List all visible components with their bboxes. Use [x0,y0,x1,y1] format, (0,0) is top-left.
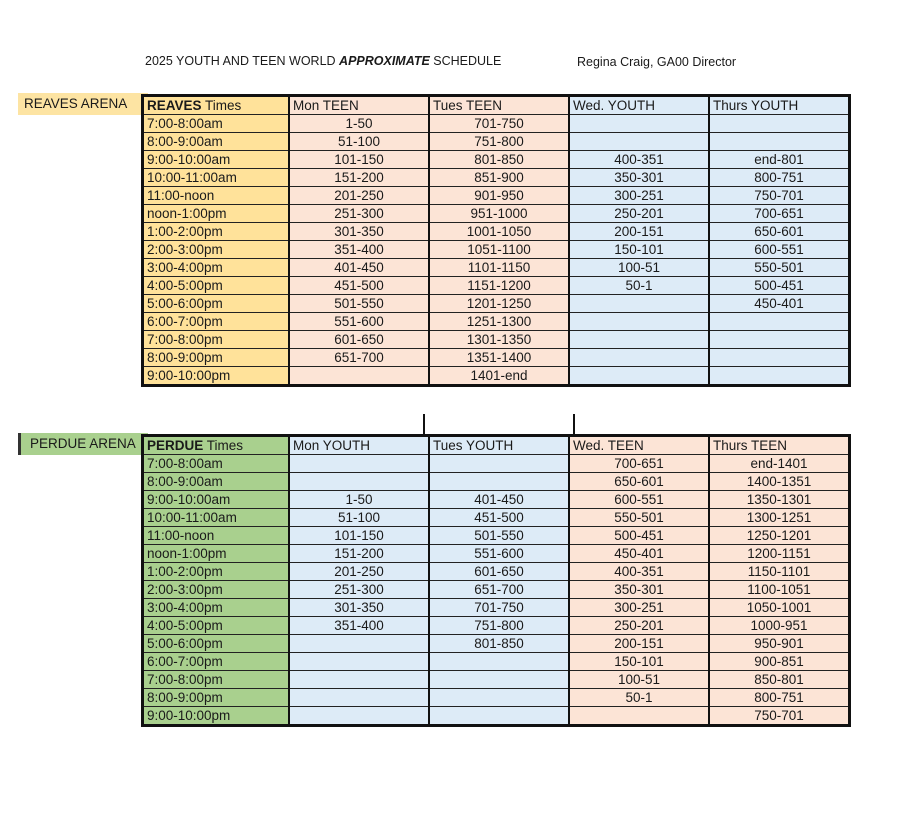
table-row [143,331,850,349]
column-header: Tues YOUTH [429,436,569,455]
table-row [143,259,850,277]
entry-range-cell: 401-450 [289,259,429,277]
entry-range-cell: 551-600 [429,545,569,563]
entry-range-cell: 1250-1201 [709,527,850,545]
entry-range-cell: 650-601 [569,473,709,491]
table-row [143,367,850,386]
time-slot: 8:00-9:00pm [143,689,290,707]
entry-range-cell: 51-100 [289,509,429,527]
time-slot: 11:00-noon [143,187,290,205]
time-slot: 3:00-4:00pm [143,599,290,617]
entry-range-cell: 1300-1251 [709,509,850,527]
table-row [143,133,850,151]
entry-range-cell [289,689,429,707]
entry-range-cell: 651-700 [289,349,429,367]
table-row [143,491,850,509]
entry-range-cell: 1401-end [429,367,569,386]
table-row [143,473,850,491]
table-row [143,455,850,473]
entry-range-cell: 950-901 [709,635,850,653]
column-header: Mon YOUTH [289,436,429,455]
perdue-schedule-table [141,434,851,727]
entry-range-cell: 1-50 [289,115,429,133]
entry-range-cell: 100-51 [569,259,709,277]
table-row [143,617,850,635]
entry-range-cell: 451-500 [289,277,429,295]
time-slot: 7:00-8:00pm [143,331,290,349]
entry-range-cell [429,689,569,707]
times-header-arena: PERDUE [147,438,204,453]
entry-range-cell [429,653,569,671]
time-slot: 9:00-10:00pm [143,367,290,386]
entry-range-cell: 1000-951 [709,617,850,635]
entry-range-cell: 100-51 [569,671,709,689]
time-slot: 2:00-3:00pm [143,241,290,259]
entry-range-cell: 851-900 [429,169,569,187]
entry-range-cell [429,455,569,473]
column-header: Mon TEEN [289,96,429,115]
entry-range-cell: 151-200 [289,169,429,187]
entry-range-cell [569,133,709,151]
entry-range-cell: 900-851 [709,653,850,671]
time-slot: 2:00-3:00pm [143,581,290,599]
entry-range-cell: 1050-1001 [709,599,850,617]
times-header [143,96,290,115]
time-slot: 7:00-8:00am [143,115,290,133]
entry-range-cell: 750-701 [709,707,850,726]
table-row [143,671,850,689]
entry-range-cell: 250-201 [569,617,709,635]
entry-range-cell: 50-1 [569,689,709,707]
entry-range-cell: 101-150 [289,151,429,169]
column-header: Wed. YOUTH [569,96,709,115]
entry-range-cell: 551-600 [289,313,429,331]
entry-range-cell: 300-251 [569,187,709,205]
entry-range-cell: 1351-1400 [429,349,569,367]
time-slot: 10:00-11:00am [143,509,290,527]
entry-range-cell: 1150-1101 [709,563,850,581]
entry-range-cell [289,707,429,726]
entry-range-cell: 701-750 [429,115,569,133]
time-slot: 1:00-2:00pm [143,563,290,581]
entry-range-cell [569,295,709,313]
table-row [143,115,850,133]
time-slot: 8:00-9:00pm [143,349,290,367]
entry-range-cell: 1101-1150 [429,259,569,277]
entry-range-cell [569,313,709,331]
entry-range-cell: 550-501 [709,259,850,277]
entry-range-cell: 701-750 [429,599,569,617]
entry-range-cell: 500-451 [569,527,709,545]
entry-range-cell: 700-651 [709,205,850,223]
entry-range-cell: 150-101 [569,241,709,259]
entry-range-cell [289,455,429,473]
entry-range-cell: 351-400 [289,617,429,635]
entry-range-cell: 400-351 [569,563,709,581]
entry-range-cell: 50-1 [569,277,709,295]
entry-range-cell: 750-701 [709,187,850,205]
entry-range-cell: 601-650 [289,331,429,349]
reaves-schedule-table [141,94,851,387]
times-header-arena: REAVES [147,98,202,113]
table-row [143,509,850,527]
entry-range-cell: 200-151 [569,635,709,653]
title-prefix: 2025 YOUTH AND TEEN WORLD [145,54,340,68]
entry-range-cell [709,367,850,386]
entry-range-cell [289,671,429,689]
entry-range-cell: 1251-1300 [429,313,569,331]
time-slot: 3:00-4:00pm [143,259,290,277]
times-header-label: Times [203,438,244,453]
time-slot: 10:00-11:00am [143,169,290,187]
entry-range-cell: 451-500 [429,509,569,527]
entry-range-cell: 600-551 [709,241,850,259]
divider-line [573,414,575,436]
entry-range-cell [569,707,709,726]
entry-range-cell: 850-801 [709,671,850,689]
time-slot: 8:00-9:00am [143,473,290,491]
header-row [143,96,850,115]
table-row [143,277,850,295]
time-slot: 9:00-10:00am [143,491,290,509]
time-slot: 7:00-8:00am [143,455,290,473]
table-row [143,349,850,367]
entry-range-cell [569,367,709,386]
entry-range-cell [429,671,569,689]
time-slot: noon-1:00pm [143,205,290,223]
table-row [143,223,850,241]
times-header [143,436,290,455]
entry-range-cell [289,473,429,491]
time-slot: 6:00-7:00pm [143,313,290,331]
table-row [143,653,850,671]
entry-range-cell: 801-850 [429,635,569,653]
entry-range-cell: 251-300 [289,205,429,223]
table-row [143,689,850,707]
entry-range-cell: 1201-1250 [429,295,569,313]
time-slot: 1:00-2:00pm [143,223,290,241]
entry-range-cell [289,635,429,653]
time-slot: 5:00-6:00pm [143,295,290,313]
table-row [143,527,850,545]
entry-range-cell: 450-401 [569,545,709,563]
table-row [143,187,850,205]
entry-range-cell [709,115,850,133]
entry-range-cell: 101-150 [289,527,429,545]
column-header: Wed. TEEN [569,436,709,455]
entry-range-cell: 1151-1200 [429,277,569,295]
entry-range-cell: 751-800 [429,133,569,151]
entry-range-cell: 1350-1301 [709,491,850,509]
time-slot: 4:00-5:00pm [143,277,290,295]
times-header-label: Times [201,98,242,113]
entry-range-cell: 150-101 [569,653,709,671]
entry-range-cell: 601-650 [429,563,569,581]
entry-range-cell: 350-301 [569,581,709,599]
entry-range-cell: 400-351 [569,151,709,169]
entry-range-cell: end-801 [709,151,850,169]
entry-range-cell: 1051-1100 [429,241,569,259]
entry-range-cell [569,331,709,349]
entry-range-cell [569,349,709,367]
entry-range-cell: 650-601 [709,223,850,241]
entry-range-cell: 1400-1351 [709,473,850,491]
time-slot: 6:00-7:00pm [143,653,290,671]
entry-range-cell: 301-350 [289,223,429,241]
entry-range-cell: 1200-1151 [709,545,850,563]
entry-range-cell [289,367,429,386]
entry-range-cell [289,653,429,671]
entry-range-cell: 800-751 [709,689,850,707]
table-row [143,241,850,259]
entry-range-cell [569,115,709,133]
entry-range-cell: 550-501 [569,509,709,527]
table-row [143,563,850,581]
table-row [143,205,850,223]
table-row [143,599,850,617]
document-title [145,54,501,68]
entry-range-cell [429,473,569,491]
column-header: Tues TEEN [429,96,569,115]
time-slot: 4:00-5:00pm [143,617,290,635]
table-row [143,635,850,653]
time-slot: 5:00-6:00pm [143,635,290,653]
table-row [143,169,850,187]
director-credit: Regina Craig, GA00 Director [577,55,737,69]
reaves-arena-label: REAVES ARENA [18,93,148,115]
entry-range-cell [709,133,850,151]
entry-range-cell: 501-550 [289,295,429,313]
entry-range-cell: 801-850 [429,151,569,169]
title-suffix: SCHEDULE [429,54,502,68]
title-emphasis: APPROXIMATE [339,54,430,68]
column-header: Thurs TEEN [709,436,850,455]
entry-range-cell: 1301-1350 [429,331,569,349]
entry-range-cell: 800-751 [709,169,850,187]
table-row [143,151,850,169]
time-slot: 11:00-noon [143,527,290,545]
column-header: Thurs YOUTH [709,96,850,115]
entry-range-cell: 350-301 [569,169,709,187]
entry-range-cell: 951-1000 [429,205,569,223]
entry-range-cell: 501-550 [429,527,569,545]
time-slot: noon-1:00pm [143,545,290,563]
time-slot: 7:00-8:00pm [143,671,290,689]
time-slot: 8:00-9:00am [143,133,290,151]
table-row [143,545,850,563]
table-row [143,295,850,313]
time-slot: 9:00-10:00pm [143,707,290,726]
entry-range-cell [709,331,850,349]
entry-range-cell: 401-450 [429,491,569,509]
entry-range-cell: 450-401 [709,295,850,313]
entry-range-cell: 301-350 [289,599,429,617]
entry-range-cell: 751-800 [429,617,569,635]
entry-range-cell [709,313,850,331]
perdue-arena-label: PERDUE ARENA [18,433,148,455]
entry-range-cell: 901-950 [429,187,569,205]
entry-range-cell: 201-250 [289,563,429,581]
entry-range-cell [429,707,569,726]
table-row [143,313,850,331]
header-row [143,436,850,455]
entry-range-cell: 51-100 [289,133,429,151]
entry-range-cell: 251-300 [289,581,429,599]
entry-range-cell: 151-200 [289,545,429,563]
entry-range-cell: 200-151 [569,223,709,241]
divider-line [423,414,425,436]
entry-range-cell: 250-201 [569,205,709,223]
entry-range-cell: 500-451 [709,277,850,295]
entry-range-cell: 651-700 [429,581,569,599]
entry-range-cell: 1100-1051 [709,581,850,599]
entry-range-cell: 351-400 [289,241,429,259]
entry-range-cell: end-1401 [709,455,850,473]
time-slot: 9:00-10:00am [143,151,290,169]
entry-range-cell: 201-250 [289,187,429,205]
entry-range-cell [709,349,850,367]
entry-range-cell: 600-551 [569,491,709,509]
entry-range-cell: 300-251 [569,599,709,617]
entry-range-cell: 700-651 [569,455,709,473]
entry-range-cell: 1-50 [289,491,429,509]
table-row [143,707,850,726]
table-row [143,581,850,599]
entry-range-cell: 1001-1050 [429,223,569,241]
